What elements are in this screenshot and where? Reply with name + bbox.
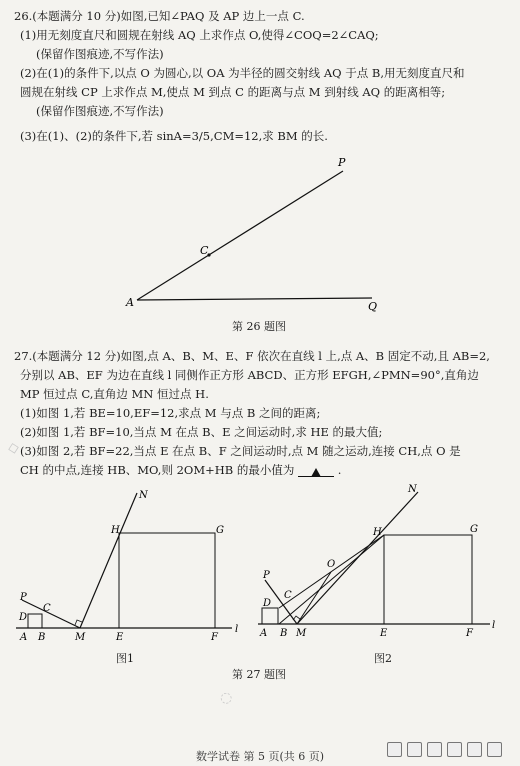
q26-part2-line2: 圆规在射线 CP 上求作点 M,使点 M 到点 C 的距离与点 M 到射线 AQ 的距离相等; bbox=[20, 85, 446, 99]
toolbar-icon[interactable] bbox=[387, 742, 402, 757]
watermark: ◌ bbox=[218, 688, 234, 708]
fig2-caption: 图2 bbox=[374, 652, 392, 665]
svg-text:G: G bbox=[470, 524, 478, 535]
toolbar-icon[interactable] bbox=[487, 742, 502, 757]
svg-text:C: C bbox=[284, 590, 292, 601]
toolbar-icon[interactable] bbox=[447, 742, 462, 757]
svg-text:P: P bbox=[263, 570, 270, 581]
fig1-caption: 图1 bbox=[116, 652, 134, 665]
label-a: A bbox=[126, 296, 134, 309]
q27-part2: (2)如图 1,若 BF=10,当点 M 在点 B、E 之间运动时,求 HE 的最大值; bbox=[20, 425, 383, 439]
svg-text:G: G bbox=[216, 525, 224, 536]
svg-text:M: M bbox=[296, 628, 307, 639]
svg-text:l: l bbox=[235, 624, 239, 635]
toolbar-icon[interactable] bbox=[407, 742, 422, 757]
q26-header: 26.(本题满分 10 分)如图,已知∠PAQ 及 AP 边上一点 C. bbox=[14, 9, 305, 23]
svg-text:H: H bbox=[111, 525, 120, 536]
svg-text:B: B bbox=[38, 632, 46, 643]
svg-text:C: C bbox=[43, 603, 51, 614]
svg-text:F: F bbox=[211, 632, 218, 643]
q26-part1: (1)用无刻度直尺和圆规在射线 AQ 上求作点 O,使得∠COQ=2∠CAQ; bbox=[20, 28, 379, 42]
svg-text:N: N bbox=[408, 484, 417, 495]
svg-text:l: l bbox=[492, 620, 496, 631]
q27-line3: MP 恒过点 C,直角边 MN 恒过点 H. bbox=[20, 387, 209, 401]
svg-text:N: N bbox=[139, 490, 148, 501]
svg-text:O: O bbox=[327, 559, 336, 570]
toolbar-icon[interactable] bbox=[427, 742, 442, 757]
label-q: Q bbox=[368, 300, 378, 313]
svg-text:A: A bbox=[260, 628, 268, 639]
svg-text:E: E bbox=[116, 632, 124, 643]
svg-text:P: P bbox=[20, 592, 27, 603]
q27-line2: 分别以 AB、EF 为边在直线 l 同侧作正方形 ABCD、正方形 EFGH,∠PMN=90°,直角边 bbox=[20, 368, 479, 382]
page-footer: 数学试卷 第 5 页(共 6 页) bbox=[195, 750, 325, 763]
watermark: ◇ bbox=[6, 439, 21, 457]
svg-text:M: M bbox=[75, 632, 86, 643]
label-c: C bbox=[200, 244, 209, 257]
q26-part2-line1: (2)在(1)的条件下,以点 O 为圆心,以 OA 为半径的圆交射线 AQ 于点 B,用无刻度直尺和 bbox=[20, 66, 465, 80]
q27-line1: 27.(本题满分 12 分)如图,点 A、B、M、E、F 依次在直线 l 上,点 A、B 固定不动,且 AB=2, bbox=[14, 349, 490, 363]
q26-part1-note: (保留作图痕迹,不写作法) bbox=[36, 47, 164, 61]
q27-part1: (1)如图 1,若 BE=10,EF=12,求点 M 与点 B 之间的距离; bbox=[20, 406, 321, 420]
svg-text:D: D bbox=[19, 612, 28, 623]
q26-part3: (3)在(1)、(2)的条件下,若 sinA=3/5,CM=12,求 BM 的长. bbox=[20, 129, 328, 143]
q27-part3-line1: (3)如图 2,若 BF=22,当点 E 在点 B、F 之间运动时,点 M 随之运动,连接 CH,点 O 是 bbox=[20, 444, 461, 458]
q27-caption: 第 27 题图 bbox=[232, 668, 286, 681]
q27-part3-text: CH 的中点,连接 HB、MO,则 2OM+HB 的最小值为 bbox=[20, 463, 295, 477]
q26-part2-note: (保留作图痕迹,不写作法) bbox=[36, 104, 164, 118]
q26-caption: 第 26 题图 bbox=[232, 320, 286, 333]
label-p: P bbox=[338, 156, 346, 169]
svg-text:H: H bbox=[373, 527, 382, 538]
svg-text:F: F bbox=[466, 628, 473, 639]
toolbar-icon[interactable] bbox=[467, 742, 482, 757]
svg-text:E: E bbox=[380, 628, 388, 639]
viewer-toolbar[interactable] bbox=[387, 742, 502, 757]
svg-text:B: B bbox=[280, 628, 288, 639]
q27-part3-line2: CH 的中点,连接 HB、MO,则 2OM+HB 的最小值为 . bbox=[20, 463, 342, 477]
svg-text:A: A bbox=[20, 632, 28, 643]
svg-text:D: D bbox=[263, 598, 272, 609]
